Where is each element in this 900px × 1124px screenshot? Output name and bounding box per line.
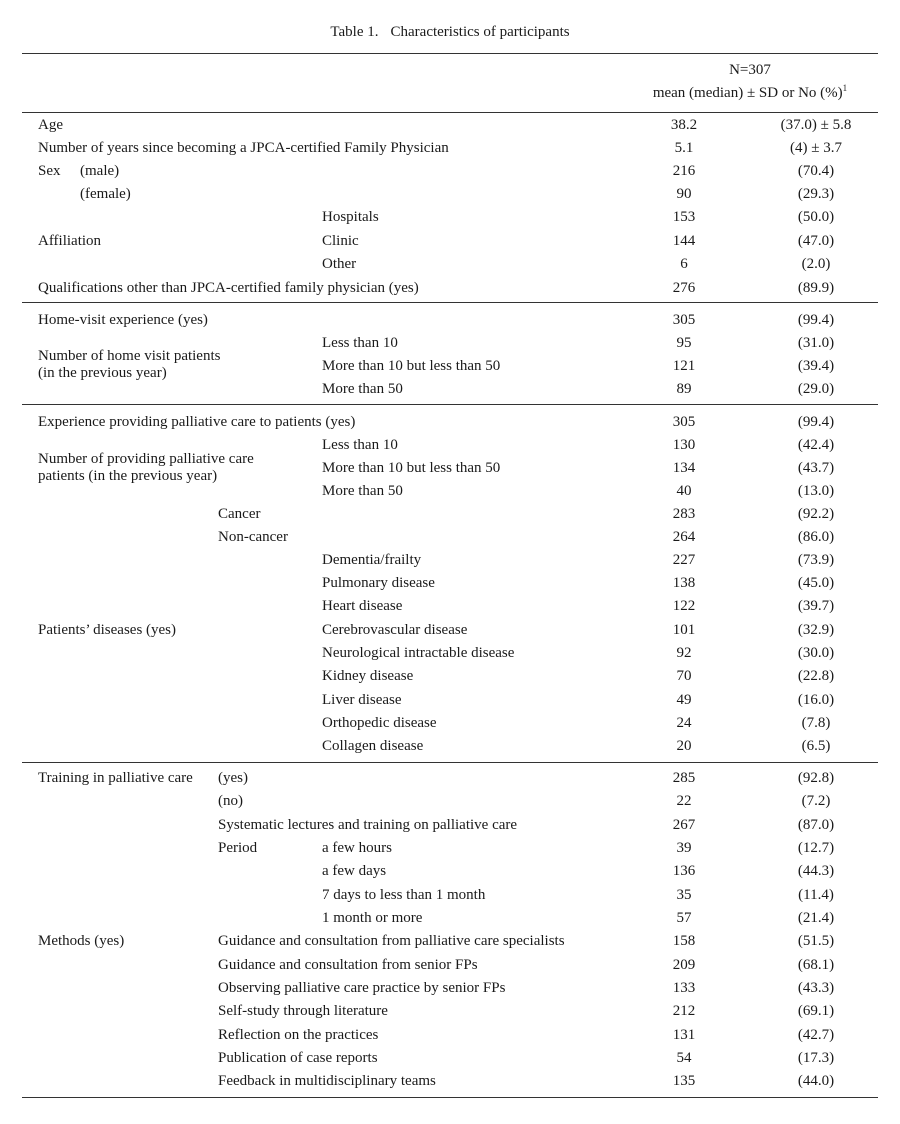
row-29-label-c2: Systematic lectures and training on palliative care xyxy=(218,817,518,833)
table-caption xyxy=(0,24,900,41)
row-12-percent: (99.4) xyxy=(797,414,835,430)
row-16-count: 283 xyxy=(672,506,696,522)
row-14-count: 134 xyxy=(672,460,696,476)
row-27-label-c1: Training in palliative care xyxy=(38,770,193,786)
row-2-count: 216 xyxy=(672,163,696,179)
caption-title: Characteristics of participants xyxy=(390,24,570,40)
row-15-label-c3: More than 50 xyxy=(322,483,403,499)
row-35-label-c2: Guidance and consultation from senior FPs xyxy=(218,957,478,973)
row-25-label-c3: Orthopedic disease xyxy=(322,715,437,731)
row-3-count: 90 xyxy=(676,186,692,202)
row-8-count: 305 xyxy=(672,312,696,328)
row-12-count: 305 xyxy=(672,414,696,430)
row-24-count: 49 xyxy=(676,692,692,708)
row-4-percent: (50.0) xyxy=(797,209,835,225)
row-40-percent: (44.0) xyxy=(797,1073,835,1089)
row-15-count: 40 xyxy=(676,483,692,499)
row-14-label-c3: More than 10 but less than 50 xyxy=(322,460,501,476)
row-28-percent: (7.2) xyxy=(801,793,831,809)
row-34-label-c1: Methods (yes) xyxy=(38,933,125,949)
row-22-label-c3: Neurological intractable disease xyxy=(322,645,515,661)
row-28-count: 22 xyxy=(676,793,692,809)
row-4-label-c3: Hospitals xyxy=(322,209,379,225)
row-18-label-c3: Dementia/frailty xyxy=(322,552,422,568)
caption-label: Table 1. xyxy=(330,24,379,40)
row-19-label-c3: Pulmonary disease xyxy=(322,575,435,591)
row-37-label-c2: Self-study through literature xyxy=(218,1003,388,1019)
row-35-count: 209 xyxy=(672,957,696,973)
row-24-percent: (16.0) xyxy=(797,692,835,708)
row-39-count: 54 xyxy=(676,1050,692,1066)
row-3-percent: (29.3) xyxy=(797,186,835,202)
row-22-count: 92 xyxy=(676,645,692,661)
row-19-count: 138 xyxy=(672,575,696,591)
row-32-count: 35 xyxy=(676,887,692,903)
row-2-label-c1: Sex xyxy=(38,163,61,179)
row-16-label-c2: Cancer xyxy=(218,506,261,522)
row-5-percent: (47.0) xyxy=(797,233,835,249)
header-rule xyxy=(22,112,878,113)
row-10-percent: (39.4) xyxy=(797,358,835,374)
row-31-label-c3: a few days xyxy=(322,863,387,879)
row-40-count: 135 xyxy=(672,1073,696,1089)
row-20-percent: (39.7) xyxy=(797,598,835,614)
row-37-percent: (69.1) xyxy=(797,1003,835,1019)
row-30-count: 39 xyxy=(676,840,692,856)
row-8-percent: (99.4) xyxy=(797,312,835,328)
row-34-label-c2: Guidance and consultation from palliative care specialists xyxy=(218,933,565,949)
row-15-percent: (13.0) xyxy=(797,483,835,499)
row-17-label-c2: Non-cancer xyxy=(218,529,288,545)
row-30-percent: (12.7) xyxy=(797,840,835,856)
row-31-count: 136 xyxy=(672,863,696,879)
row-38-count: 131 xyxy=(672,1027,696,1043)
row-20-count: 122 xyxy=(672,598,696,614)
row-1-percent: (4) ± 3.7 xyxy=(790,140,842,156)
row-14-percent: (43.7) xyxy=(797,460,835,476)
row-34-count: 158 xyxy=(672,933,696,949)
section-rule-1 xyxy=(22,302,878,303)
row-38-label-c2: Reflection on the practices xyxy=(218,1027,379,1043)
row-25-percent: (7.8) xyxy=(801,715,831,731)
row-7-label-c1: Qualifications other than JPCA-certified family physician (yes) xyxy=(38,280,419,296)
row-1-label-c1: Number of years since becoming a JPCA-certified Family Physician xyxy=(38,140,449,156)
row-33-percent: (21.4) xyxy=(797,910,835,926)
row-27-percent: (92.8) xyxy=(797,770,835,786)
row-10-label-c3: More than 10 but less than 50 xyxy=(322,358,501,374)
row-19-percent: (45.0) xyxy=(797,575,835,591)
row-34-percent: (51.5) xyxy=(797,933,835,949)
row-32-percent: (11.4) xyxy=(798,887,834,903)
row-1-count: 5.1 xyxy=(674,140,694,156)
row-9-count: 95 xyxy=(676,335,692,351)
row-16-percent: (92.2) xyxy=(797,506,835,522)
row-11-label-c3: More than 50 xyxy=(322,381,403,397)
row-40-label-c2: Feedback in multidisciplinary teams xyxy=(218,1073,436,1089)
row-17-count: 264 xyxy=(672,529,696,545)
row-29-count: 267 xyxy=(672,817,696,833)
row-29-percent: (87.0) xyxy=(797,817,835,833)
row-2-percent: (70.4) xyxy=(797,163,835,179)
row-36-count: 133 xyxy=(672,980,696,996)
row-3-label-c1b: (female) xyxy=(80,186,131,202)
row-24-label-c3: Liver disease xyxy=(322,692,402,708)
row-7-percent: (89.9) xyxy=(797,280,835,296)
row-23-percent: (22.8) xyxy=(797,668,835,684)
row-30-label-c2: Period xyxy=(218,840,258,856)
row-5-label-c1: Affiliation xyxy=(38,233,102,249)
row-25-count: 24 xyxy=(676,715,692,731)
span-label-palliative-patients: Number of providing palliative care patients (in the previous year) xyxy=(38,451,254,484)
row-11-count: 89 xyxy=(676,381,692,397)
bottom-rule xyxy=(22,1097,878,1098)
row-5-count: 144 xyxy=(672,233,696,249)
header-stat-text: mean (median) ± SD or No (%) xyxy=(652,85,843,101)
row-26-label-c3: Collagen disease xyxy=(322,738,424,754)
row-21-count: 101 xyxy=(672,622,696,638)
row-39-percent: (17.3) xyxy=(797,1050,835,1066)
row-2-label-c1b: (male) xyxy=(80,163,120,179)
row-6-count: 6 xyxy=(680,256,688,272)
row-39-label-c2: Publication of case reports xyxy=(218,1050,378,1066)
row-23-label-c3: Kidney disease xyxy=(322,668,414,684)
row-27-label-c2: (yes) xyxy=(218,770,248,786)
row-33-label-c3: 1 month or more xyxy=(322,910,423,926)
row-4-count: 153 xyxy=(672,209,696,225)
row-21-percent: (32.9) xyxy=(797,622,835,638)
row-13-percent: (42.4) xyxy=(797,437,835,453)
header-stat xyxy=(630,83,870,103)
row-8-label-c1: Home-visit experience (yes) xyxy=(38,312,208,328)
header-stat-footnote: 1 xyxy=(842,83,848,93)
row-36-label-c2: Observing palliative care practice by senior FPs xyxy=(218,980,506,996)
top-rule xyxy=(22,53,878,54)
row-23-count: 70 xyxy=(676,668,692,684)
row-18-count: 227 xyxy=(672,552,696,568)
row-21-label-c1: Patients’ diseases (yes) xyxy=(38,622,177,638)
row-37-count: 212 xyxy=(672,1003,696,1019)
row-35-percent: (68.1) xyxy=(797,957,835,973)
row-31-percent: (44.3) xyxy=(797,863,835,879)
row-20-label-c3: Heart disease xyxy=(322,598,403,614)
row-7-count: 276 xyxy=(672,280,696,296)
row-5-label-c3: Clinic xyxy=(322,233,359,249)
row-9-percent: (31.0) xyxy=(797,335,835,351)
row-10-count: 121 xyxy=(672,358,696,374)
row-26-percent: (6.5) xyxy=(801,738,831,754)
row-0-label-c1: Age xyxy=(38,117,63,133)
row-0-count: 38.2 xyxy=(670,117,698,133)
row-12-label-c1: Experience providing palliative care to patients (yes) xyxy=(38,414,356,430)
row-17-percent: (86.0) xyxy=(797,529,835,545)
row-6-percent: (2.0) xyxy=(801,256,831,272)
row-36-percent: (43.3) xyxy=(797,980,835,996)
row-0-percent: (37.0) ± 5.8 xyxy=(780,117,852,133)
row-21-label-c3: Cerebrovascular disease xyxy=(322,622,468,638)
header-n: N=307 xyxy=(729,62,771,78)
row-11-percent: (29.0) xyxy=(797,381,835,397)
row-22-percent: (30.0) xyxy=(797,645,835,661)
row-13-count: 130 xyxy=(672,437,696,453)
row-27-count: 285 xyxy=(672,770,696,786)
row-18-percent: (73.9) xyxy=(797,552,835,568)
row-38-percent: (42.7) xyxy=(797,1027,835,1043)
span-label-home-visit: Number of home visit patients (in the previous year) xyxy=(38,348,221,381)
row-32-label-c3: 7 days to less than 1 month xyxy=(322,887,486,903)
row-6-label-c3: Other xyxy=(322,256,357,272)
row-28-label-c2: (no) xyxy=(218,793,243,809)
row-13-label-c3: Less than 10 xyxy=(322,437,398,453)
row-9-label-c3: Less than 10 xyxy=(322,335,398,351)
row-26-count: 20 xyxy=(676,738,692,754)
section-rule-3 xyxy=(22,762,878,763)
section-rule-2 xyxy=(22,404,878,405)
row-33-count: 57 xyxy=(676,910,692,926)
row-30-label-c3: a few hours xyxy=(322,840,392,856)
